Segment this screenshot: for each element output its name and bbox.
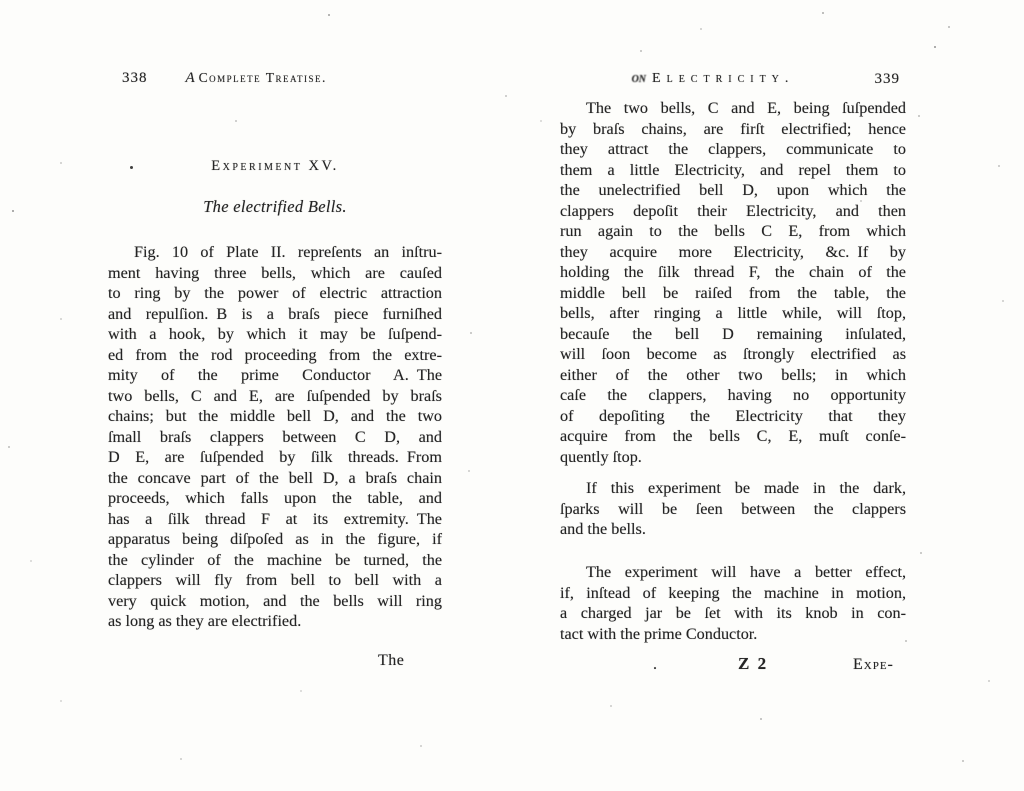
left-page <box>108 70 442 670</box>
text-line: them a little Electricity, and repel them to <box>560 160 906 179</box>
running-title-text-left: Complete Treatise. <box>198 70 327 85</box>
text-line: acquire from the bells C, E, muſt conſe- <box>560 427 906 445</box>
text-line: The two bells, C and E, being ſuſpended <box>586 99 906 117</box>
running-title-prefix-left: A <box>185 70 195 86</box>
text-line: caſe the clappers, having no opportunity <box>560 386 906 404</box>
text-line: becauſe the bell D remaining inſulated, <box>560 324 906 343</box>
right-paragraph-1 <box>560 98 906 467</box>
right-page-footer <box>560 656 906 680</box>
text-line: quently ſtop. <box>560 447 642 466</box>
left-catchword: The <box>378 652 405 669</box>
right-page <box>560 70 906 710</box>
text-line: middle bell be raiſed from the table, the <box>560 283 906 302</box>
text-line: to ring by the power of electric attraction <box>108 284 442 302</box>
left-running-head <box>108 70 442 87</box>
left-page-number: 338 <box>122 70 148 86</box>
experiment-subheading: The electrified Bells. <box>203 197 347 216</box>
text-line: If this experiment be made in the dark, <box>586 479 906 497</box>
text-line: tact with the prime Conductor. <box>560 624 758 643</box>
text-line: of depoſiting the Electricity that they <box>560 406 906 425</box>
text-line: they attract the clappers, communicate to <box>560 140 906 158</box>
text-line: bells, after ringing a little while, will ſtop, <box>560 304 906 322</box>
signature-mark: Z 2 <box>738 654 769 673</box>
text-line: if, inſtead of keeping the machine in motion, <box>560 583 906 602</box>
text-line: will ſoon become as ſtrongly electrified as <box>560 345 906 363</box>
text-line: run again to the bells C E, from which <box>560 222 906 240</box>
text-line: the unelectrified bell D, upon which the <box>560 181 906 199</box>
text-line: has a ſilk thread F at its extremity. The <box>108 509 442 528</box>
left-paragraph <box>108 242 442 632</box>
text-line: either of the other two bells; in which <box>560 365 906 384</box>
text-line: clappers will fly from bell to bell with a <box>108 571 442 589</box>
text-line: as long as they are electrified. <box>108 612 302 630</box>
text-line: ſmall braſs clappers between C D, and <box>108 427 442 446</box>
experiment-heading: Experiment XV. <box>211 158 339 174</box>
text-line: The experiment will have a better effect, <box>586 563 906 581</box>
stray-ink-mark: . <box>653 656 657 673</box>
text-line: they acquire more Electricity, &c. If by <box>560 242 906 261</box>
left-running-title <box>186 70 327 87</box>
text-line: ed from the rod proceeding from the extre- <box>108 345 442 364</box>
text-line: apparatus being diſpoſed as in the figure, if <box>108 530 442 548</box>
text-line: and repulſion. B is a braſs piece furniſhed <box>108 304 442 323</box>
right-running-title <box>560 70 866 87</box>
text-line: proceeds, which falls upon the table, and <box>108 489 442 507</box>
text-line: and the bells. <box>560 520 646 538</box>
right-catchword: Expe- <box>853 656 894 673</box>
running-title-text-right: Electricity. <box>652 71 795 86</box>
scan-speckles <box>0 0 2 2</box>
text-line: clappers depoſit their Electricity, and then <box>560 201 906 220</box>
text-line: very quick motion, and the bells will ring <box>108 591 442 610</box>
text-line: by braſs chains, are firſt electrified; hence <box>560 119 906 138</box>
text-line: with a hook, by which it may be ſuſpend- <box>108 325 442 343</box>
right-page-number: 339 <box>874 71 900 87</box>
text-line: Fig. 10 of Plate II. repreſents an inſtru- <box>134 243 442 261</box>
text-line: two bells, C and E, are ſuſpended by braſs <box>108 386 442 405</box>
text-line: mity of the prime Conductor A. The <box>108 366 442 384</box>
text-line: holding the ſilk thread F, the chain of the <box>560 263 906 281</box>
text-line: chains; but the middle bell D, and the two <box>108 407 442 425</box>
text-line: D E, are ſuſpended by ſilk threads. From <box>108 448 442 466</box>
text-line: a charged jar be ſet with its knob in con- <box>560 604 906 622</box>
text-line: the cylinder of the machine be turned, the <box>108 550 442 569</box>
text-line: the concave part of the bell D, a braſs chain <box>108 468 442 487</box>
running-title-prefix-right: on <box>631 70 647 86</box>
text-line: ſparks will be ſeen between the clappers <box>560 499 906 518</box>
right-paragraph-3 <box>560 562 906 644</box>
right-paragraph-2 <box>560 478 906 540</box>
text-line: ment having three bells, which are cauſed <box>108 263 442 282</box>
